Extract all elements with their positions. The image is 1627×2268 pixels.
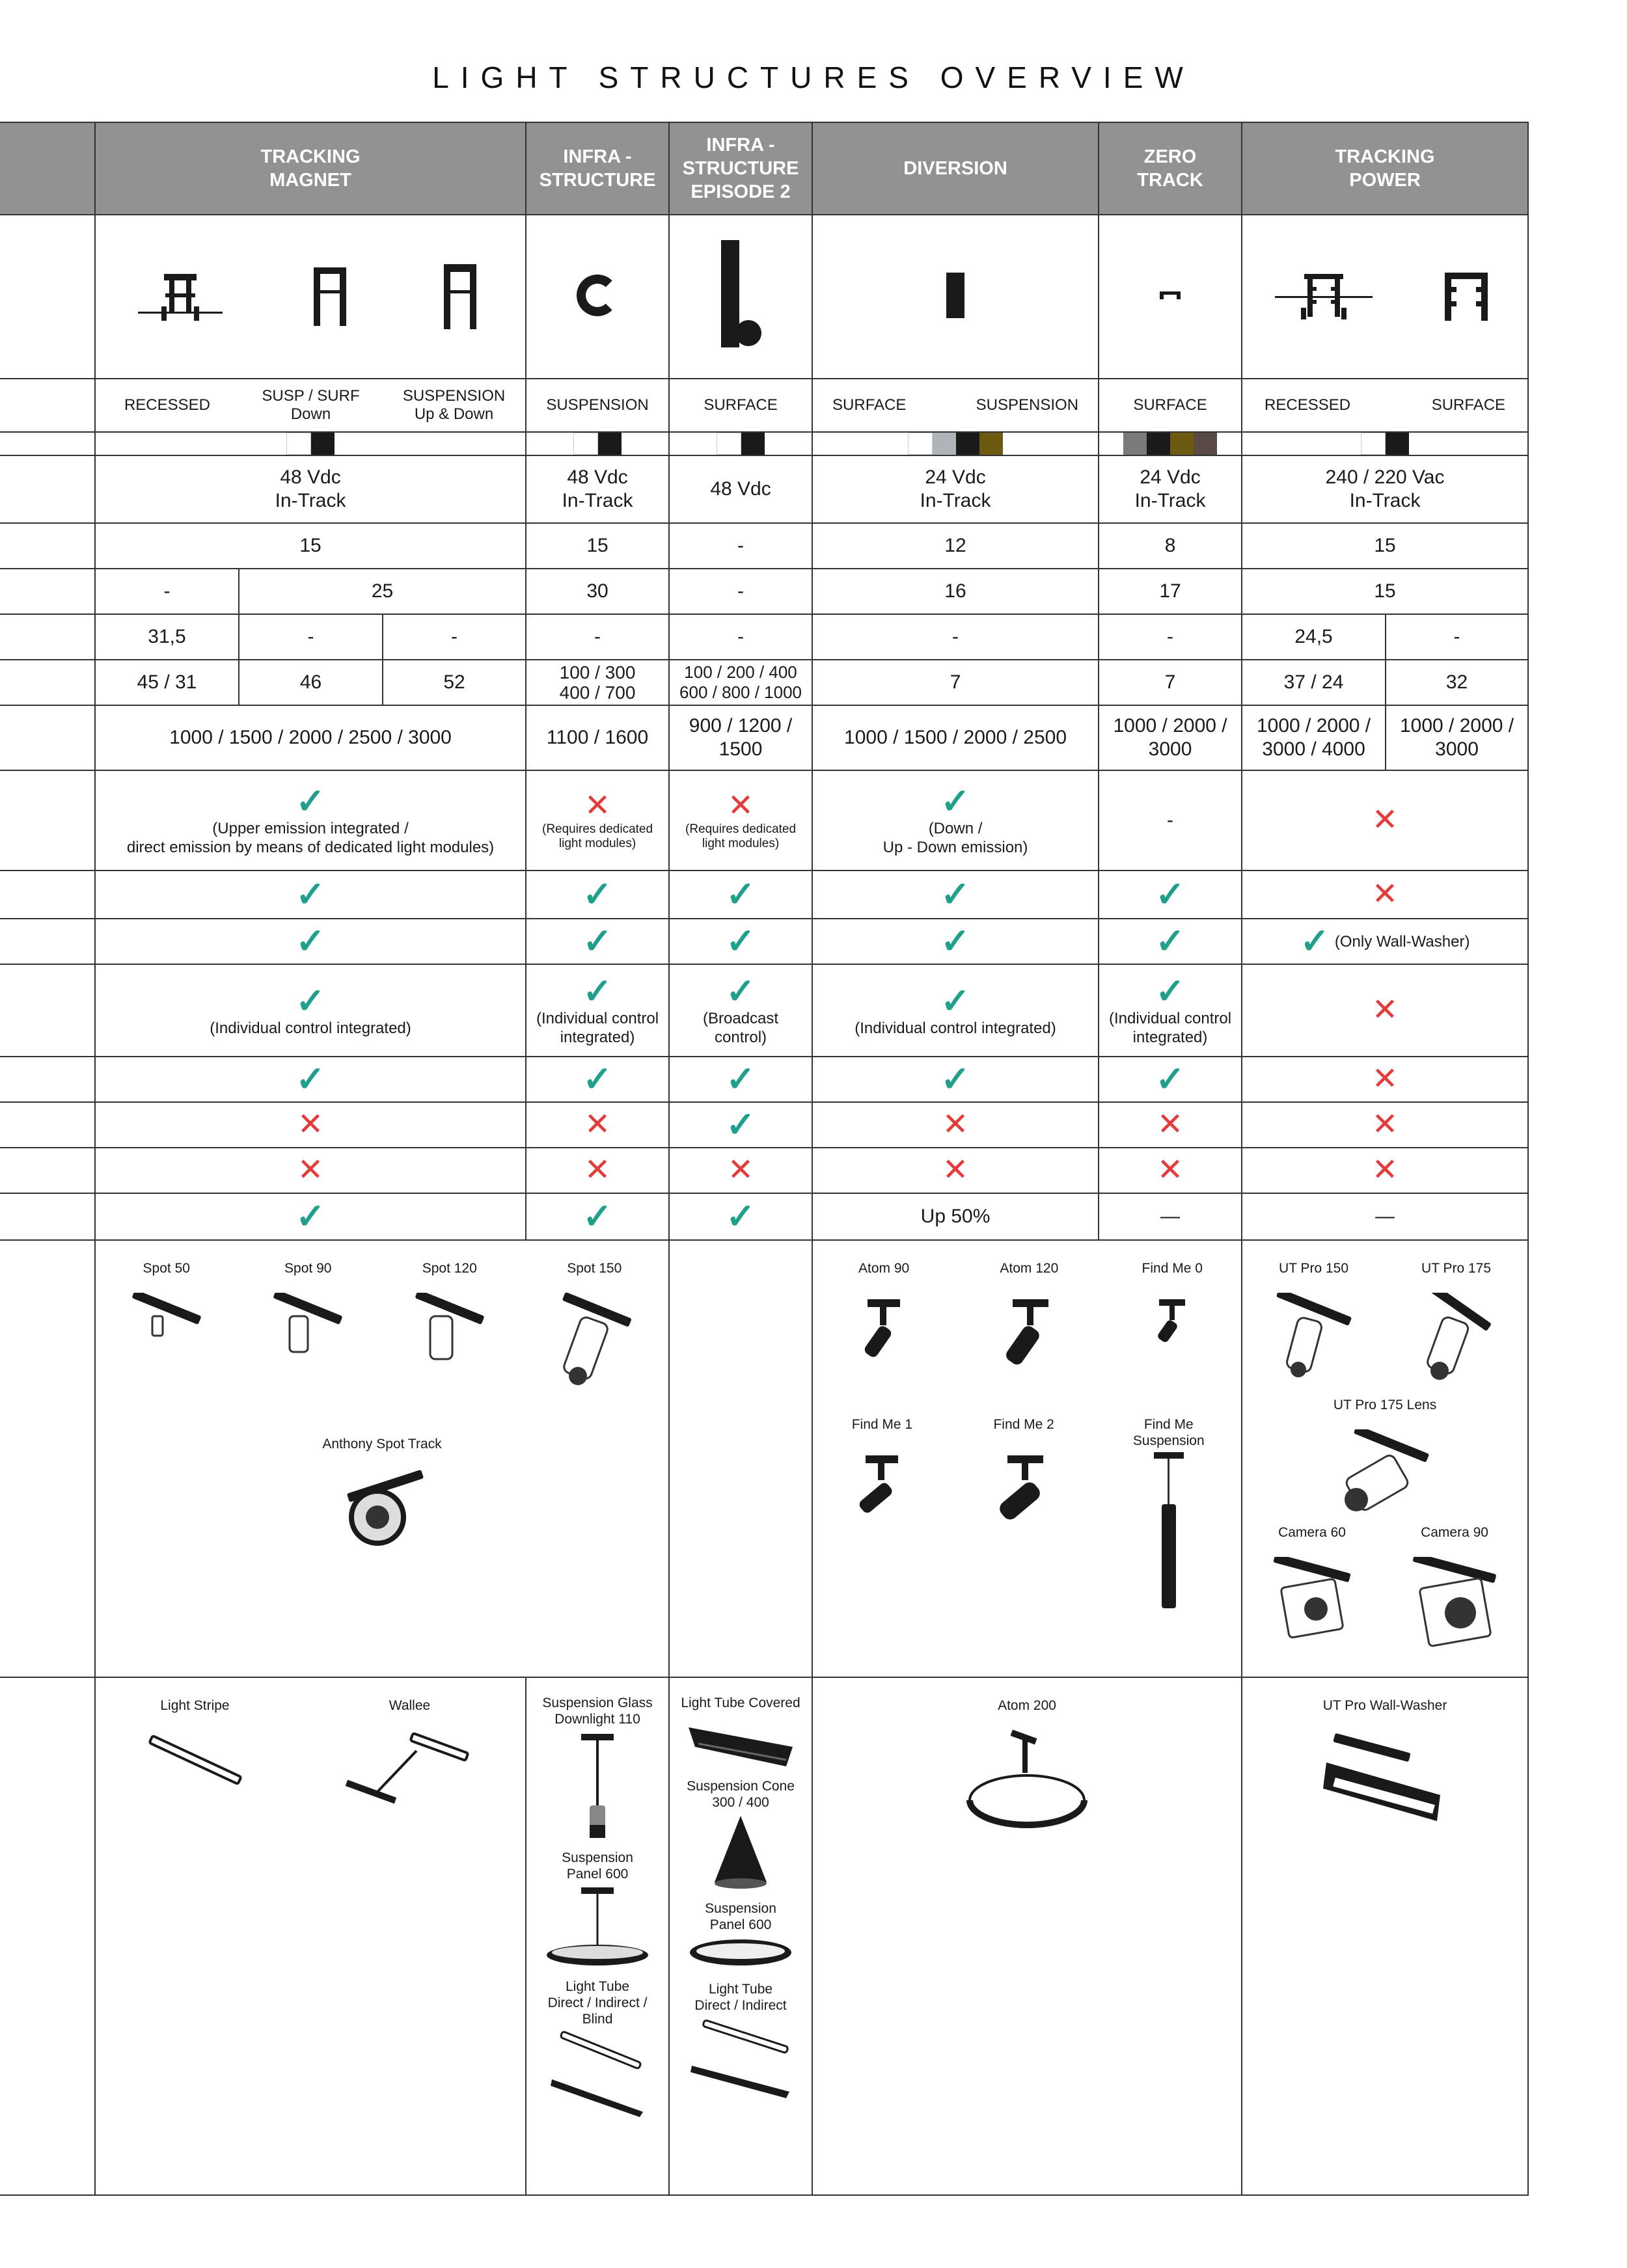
feature-row-5 (0, 1148, 1528, 1193)
spot-lamp-icon (333, 1468, 431, 1553)
product-spot-120: Spot 120 (411, 1260, 489, 1390)
check-icon: ✓ (295, 875, 325, 914)
col-infrastructure-ep2: INFRA - STRUCTURE EPISODE 2 (669, 122, 812, 215)
feature-row-2 (0, 919, 1528, 964)
profile-infrastructure-ep2-icon (708, 237, 773, 354)
mount-inf: SUSPENSION (526, 379, 669, 432)
swatch-gold (1170, 433, 1194, 455)
product-find-me-0: Find Me 0 (1142, 1260, 1203, 1371)
check-icon: ✓ (726, 1105, 756, 1144)
check-icon: ✓ (295, 1060, 325, 1099)
spot-lamp-icon (988, 1449, 1060, 1527)
linear-lamp-icon (140, 1730, 251, 1802)
linear-lamp-icon (682, 1714, 799, 1773)
check-icon: ✓ (1300, 922, 1330, 961)
check-icon: ✓ (582, 1060, 612, 1099)
profile-diversion-icon (942, 269, 968, 321)
wall-washer-icon (1320, 1730, 1450, 1828)
cross-icon: ✕ (1371, 877, 1399, 911)
check-icon: ✓ (295, 922, 325, 961)
check-icon: ✓ (1155, 875, 1185, 914)
swatch-silver (933, 433, 956, 455)
check-icon: ✓ (940, 782, 970, 821)
product-camera-90: Camera 90 (1406, 1524, 1503, 1648)
mount-div-suspension: SUSPENSION (976, 396, 1079, 414)
spot-lamp-icon (1333, 1429, 1437, 1520)
product-light-tube-direct-indirect: Light Tube Direct / Indirect (674, 1981, 808, 2105)
pendant-lamp-icon (571, 1727, 623, 1844)
cross-icon: ✕ (942, 1107, 969, 1142)
check-icon: ✓ (726, 1197, 756, 1236)
pendant-lamp-icon (1146, 1449, 1192, 1612)
linear-lamp-icon (545, 2027, 649, 2118)
spot-lamp-icon (269, 1293, 347, 1364)
product-camera-60: Camera 60 (1266, 1524, 1358, 1648)
check-icon: ✓ (295, 981, 325, 1021)
spot-lamp-icon (993, 1293, 1065, 1371)
feature-row-4 (0, 1102, 1528, 1148)
cross-icon: ✕ (1371, 993, 1399, 1027)
mount-tm-recessed: RECESSED (124, 396, 211, 414)
emission-row: ✓ (Upper emission integrated / direct emission by means of dedicated light modules) ✕ (Requires dedicated light modules) ✕ (Requires dedicated light modules) ✓ (Down / Up - Down emission) - ✕ (0, 770, 1528, 871)
mount-tp-recessed: RECESSED (1265, 396, 1351, 414)
pendant-lamp-icon (702, 1811, 780, 1895)
check-icon: ✓ (582, 875, 612, 914)
cross-icon: ✕ (1371, 1107, 1399, 1142)
swatch-white (908, 433, 933, 455)
overview-table (0, 122, 1529, 2196)
col-tracking-power: TRACKING POWER (1242, 122, 1528, 215)
mounting-row (0, 379, 1528, 432)
col-diversion: DIVERSION (812, 122, 1099, 215)
spot-lamp-icon (411, 1293, 489, 1371)
product-suspension-cone: Suspension Cone 300 / 400 (674, 1778, 808, 1895)
control-row: ✓ (Individual control integrated) ✓ (Individual control integrated) ✓ (Broadcast control) ✓ (Individual control integrated) ✓ (Individual control integrated) ✕ (0, 964, 1528, 1057)
spot-lamp-icon (1266, 1557, 1358, 1641)
col-infrastructure: INFRA - STRUCTURE (526, 122, 669, 215)
product-spot-50: Spot 50 (128, 1260, 206, 1390)
feature-row-6: ✓ ✓ ✓ Up 50% — — (0, 1193, 1528, 1240)
product-atom-90: Atom 90 (851, 1260, 916, 1371)
product-atom-200: Atom 200 (817, 1697, 1237, 1834)
spotlights-row (0, 1240, 1528, 1677)
spec-row-a: 15 15 - 12 8 15 (0, 523, 1528, 569)
check-icon: ✓ (295, 1197, 325, 1236)
product-suspension-panel-600-ep2: Suspension Panel 600 (674, 1900, 808, 1972)
cross-icon: ✕ (727, 789, 754, 823)
cross-icon: ✕ (942, 1153, 969, 1187)
profile-infrastructure-icon (571, 269, 623, 321)
swatch-white (573, 433, 598, 455)
lengths-row: 1000 / 1500 / 2000 / 2500 / 3000 1100 / 1600 900 / 1200 / 1500 1000 / 1500 / 2000 / 2500 1000 / 2000 / 3000 1000 / 2000 / 3000 / 4000 1000 / 2000 / 3000 (0, 705, 1528, 770)
check-icon: ✓ (1155, 972, 1185, 1011)
product-find-me-2: Find Me 2 (988, 1416, 1060, 1612)
check-icon: ✓ (940, 875, 970, 914)
product-light-tube-covered: Light Tube Covered (674, 1695, 808, 1773)
linear-row (0, 1677, 1528, 2195)
cross-icon: ✕ (584, 789, 611, 823)
spot-lamp-icon (552, 1293, 636, 1390)
product-light-tube-blind: Light Tube Direct / Indirect / Blind (530, 1978, 664, 2118)
check-icon: ✓ (582, 922, 612, 961)
product-spot-150: Spot 150 (552, 1260, 636, 1390)
check-icon: ✓ (726, 875, 756, 914)
swatch-white (717, 433, 741, 455)
linear-lamp-icon (685, 2014, 796, 2105)
voltage-inf: 48 Vdc In-Track (526, 455, 669, 523)
wall-washer-note: (Only Wall-Washer) (1334, 932, 1470, 951)
profile-row (0, 215, 1528, 379)
check-icon: ✓ (940, 981, 970, 1021)
profile-tp-recessed-icon (1275, 267, 1373, 326)
mount-tp-surface: SURFACE (1431, 396, 1506, 414)
page-title: LIGHT STRUCTURES OVERVIEW (432, 61, 1195, 94)
swatch-white (1361, 433, 1386, 455)
product-anthony-spot-track: Anthony Spot Track (100, 1436, 664, 1553)
pendant-lamp-icon (685, 1933, 796, 1972)
spot-lamp-icon (851, 1293, 916, 1364)
product-spot-90: Spot 90 (269, 1260, 347, 1390)
voltage-inf2: 48 Vdc (669, 455, 812, 523)
feature-row-1 (0, 871, 1528, 919)
product-ut-pro-175-lens: UT Pro 175 Lens (1246, 1397, 1524, 1520)
profile-suspension-updown-icon (437, 261, 483, 332)
check-icon: ✓ (582, 972, 612, 1011)
swatch-black (1147, 433, 1170, 455)
cross-icon: ✕ (1156, 1153, 1184, 1187)
pendant-lamp-icon (542, 1882, 653, 1973)
header-row (0, 122, 1528, 215)
profile-susp-surf-icon (307, 264, 353, 329)
check-icon: ✓ (726, 1060, 756, 1099)
spec-row-b: - 25 30 - 16 17 15 (0, 569, 1528, 614)
mount-inf2: SURFACE (669, 379, 812, 432)
check-icon: ✓ (726, 972, 756, 1011)
cross-icon: ✕ (297, 1107, 324, 1142)
product-find-me-suspension: Find Me Suspension (1133, 1416, 1205, 1612)
product-ut-pro-150: UT Pro 150 (1268, 1260, 1360, 1384)
profile-zero-track-icon (1157, 289, 1183, 302)
cross-icon: ✕ (584, 1153, 611, 1187)
swatch-black (311, 433, 335, 455)
voltage-div: 24 Vdc In-Track (812, 455, 1099, 523)
product-suspension-glass-downlight: Suspension Glass Downlight 110 (530, 1695, 664, 1844)
cross-icon: ✕ (1371, 1062, 1399, 1096)
swatch-white (286, 433, 311, 455)
cross-icon: ✕ (727, 1153, 754, 1187)
mount-tm-suspension: SUSPENSION Up & Down (402, 387, 506, 423)
swatch-black (741, 433, 765, 455)
swatch-bronze (1194, 433, 1217, 455)
spot-lamp-icon (128, 1293, 206, 1351)
check-icon: ✓ (1155, 1060, 1185, 1099)
finish-row (0, 432, 1528, 455)
product-atom-120: Atom 120 (993, 1260, 1065, 1371)
swatch-black (956, 433, 979, 455)
wall-lamp-icon (338, 1730, 482, 1815)
col-zero-track: ZERO TRACK (1099, 122, 1242, 215)
check-icon: ✓ (940, 1060, 970, 1099)
profile-tp-surface-icon (1437, 267, 1496, 326)
spot-lamp-icon (1411, 1293, 1502, 1384)
spec-row-c: 31,5 - - - - - - 24,5 - (0, 614, 1528, 660)
spec-row-d: 45 / 31 46 52 100 / 300 400 / 700 100 / 200 / 400 600 / 800 / 1000 7 7 37 / 24 32 (0, 660, 1528, 705)
product-suspension-panel-600: Suspension Panel 600 (530, 1850, 664, 1973)
spot-lamp-icon (1406, 1557, 1503, 1648)
check-icon: ✓ (940, 922, 970, 961)
product-find-me-1: Find Me 1 (849, 1416, 914, 1612)
cross-icon: ✕ (1371, 1153, 1399, 1187)
cross-icon: ✕ (584, 1107, 611, 1142)
mount-zero: SURFACE (1099, 379, 1242, 432)
col-tracking-magnet: TRACKING MAGNET (95, 122, 526, 215)
swatch-black (598, 433, 622, 455)
product-light-stripe: Light Stripe (140, 1697, 251, 1815)
check-icon: ✓ (582, 1197, 612, 1236)
swatch-gold (979, 433, 1003, 455)
cross-icon: ✕ (1156, 1107, 1184, 1142)
header-blank (0, 122, 95, 215)
spot-lamp-icon (1268, 1293, 1360, 1384)
voltage-tp: 240 / 220 Vac In-Track (1242, 455, 1528, 523)
mount-div-surface: SURFACE (832, 396, 907, 414)
cross-icon: ✕ (297, 1153, 324, 1187)
feature-row-3 (0, 1057, 1528, 1102)
check-icon: ✓ (295, 782, 325, 821)
voltage-tm: 48 Vdc In-Track (95, 455, 526, 523)
swatch-chrome (1123, 433, 1147, 455)
pendant-lamp-icon (962, 1730, 1092, 1834)
voltage-row (0, 455, 1528, 523)
spot-lamp-icon (849, 1449, 914, 1520)
mount-tm-suspsurf: SUSP / SURF Down (262, 387, 360, 423)
check-icon: ✓ (726, 922, 756, 961)
product-ut-pro-wall-washer: UT Pro Wall-Washer (1246, 1697, 1524, 1828)
voltage-zero: 24 Vdc In-Track (1099, 455, 1242, 523)
product-ut-pro-175: UT Pro 175 (1411, 1260, 1502, 1384)
product-wallee: Wallee (338, 1697, 482, 1815)
check-icon: ✓ (1155, 922, 1185, 961)
profile-recessed-icon (138, 267, 223, 326)
spot-lamp-icon (1146, 1293, 1198, 1351)
cross-icon: ✕ (1371, 803, 1399, 837)
swatch-black (1386, 433, 1409, 455)
